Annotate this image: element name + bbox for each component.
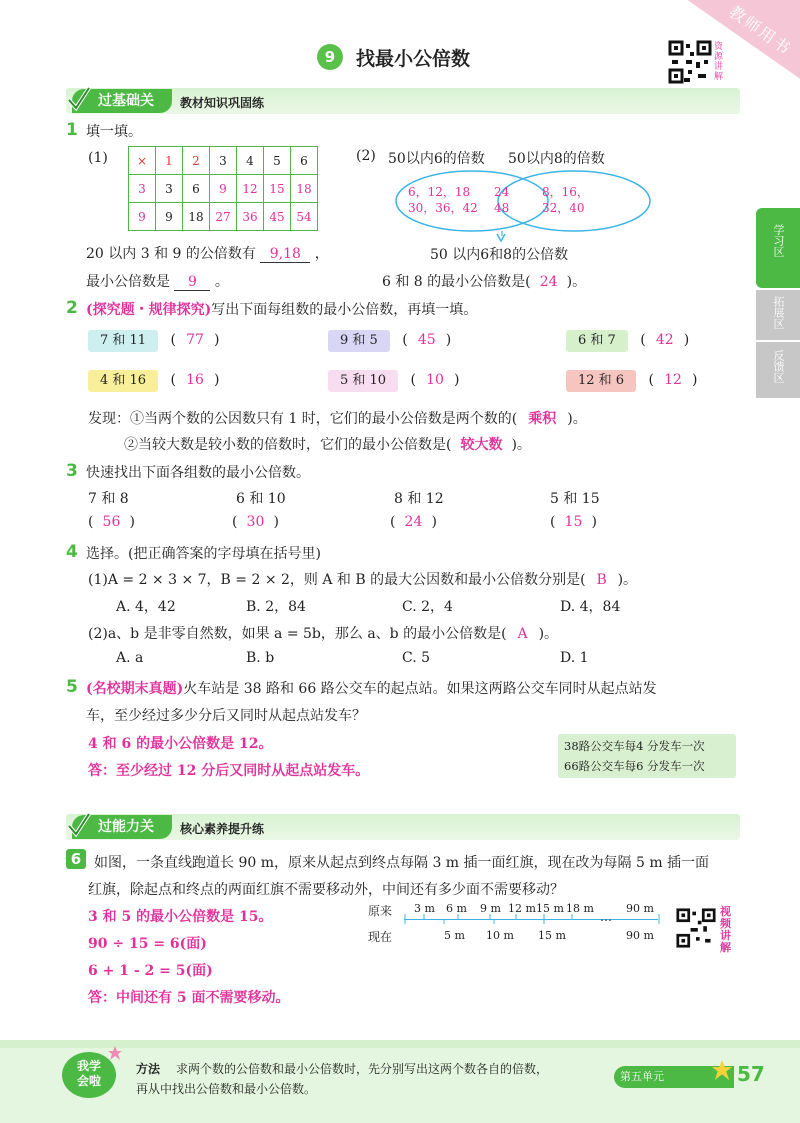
answer-blank[interactable]: 77 (186, 332, 204, 348)
grid-cell: 3 (156, 175, 183, 203)
pair-label: 7 和 11 (88, 330, 158, 352)
grid-cell: 18 (291, 175, 318, 203)
track-mark: 18 m (566, 902, 594, 915)
checkmark-icon (66, 810, 92, 840)
sidebar-tab-study[interactable] (756, 208, 800, 288)
text: )。 (566, 274, 587, 290)
option[interactable]: C. 5 (402, 650, 431, 666)
track-row1-label: 原来 (368, 904, 393, 918)
answer-blank[interactable]: 30 (246, 514, 265, 530)
method-line2: 再从中找出公倍数和最小公倍数。 (136, 1082, 317, 1096)
grid-cell: 45 (264, 203, 291, 231)
arrow-down-icon (496, 232, 506, 242)
q3-item-answer: ( 24 ) (390, 514, 437, 530)
pair-item: 12 和 6 ( 12 ) (566, 370, 697, 392)
text: 20 以内 3 和 9 的公倍数有 (86, 246, 256, 262)
q3-item-answer: ( 15 ) (550, 514, 597, 530)
answer-blank[interactable]: 24 (539, 274, 558, 290)
track-mark: 90 m (626, 902, 654, 915)
answer-blank[interactable]: 12 (664, 372, 682, 388)
grid-cell: 27 (210, 203, 237, 231)
q6-line2: 红旗，除起点和终点的两面红旗不需要移动外，中间还有多少面不需要移动？ (88, 882, 564, 898)
grid-cell: 9 (156, 203, 183, 231)
answer-blank[interactable]: A (517, 626, 528, 642)
venn-right-title: 50以内8的倍数 (508, 151, 605, 167)
q5-answer-1: 4 和 6 的最小公倍数是 12。 (88, 736, 273, 752)
grid-cell: 9 (129, 203, 156, 231)
checkmark-icon (66, 84, 92, 114)
grid-cell: 18 (183, 203, 210, 231)
unit-tag: 第五单元 (614, 1066, 734, 1088)
q6-answer-1: 3 和 5 的最小公倍数是 15。 (88, 909, 273, 925)
venn-left-values (408, 184, 478, 216)
question-tag: (名校期末真题) (86, 681, 184, 697)
pair-item: 7 和 11 ( 77 ) (88, 330, 219, 352)
track-mark: 3 m (414, 902, 435, 915)
text: )。 (538, 626, 559, 642)
q1-line1 (86, 243, 329, 263)
venn-text: 24 (494, 185, 510, 199)
pair-label: 5 和 10 (328, 370, 398, 392)
sidebar-tab-feedback[interactable] (756, 342, 800, 398)
answer-blank[interactable]: 45 (417, 332, 436, 348)
answer-blank[interactable]: 9,18 (260, 246, 310, 263)
pair-item: 4 和 16 ( 16 ) (88, 370, 219, 392)
part-label: (2) (356, 148, 376, 164)
answer-blank[interactable]: 乘积 (528, 411, 557, 427)
grid-cell: 6 (291, 147, 318, 175)
finding-2 (124, 434, 531, 454)
text: )。 (511, 437, 531, 453)
answer-blank[interactable]: 24 (404, 514, 423, 530)
text: 发现：①当两个数的公因数只有 1 时，它们的最小公倍数是两个数的( (88, 411, 518, 427)
qr-code-icon[interactable] (676, 908, 716, 948)
q4-sub1 (88, 569, 637, 589)
track-mark: 9 m (480, 902, 501, 915)
grid-cell: 3 (210, 147, 237, 175)
grid-cell: 6 (183, 175, 210, 203)
question-tag: (探究题・规律探究) (86, 302, 212, 318)
option[interactable]: B. b (246, 650, 275, 666)
question-number: 1 (66, 120, 78, 140)
question-prompt: 快速找出下面各组数的最小公倍数。 (86, 465, 310, 481)
text: ②当较大数是较小数的倍数时，它们的最小公倍数是( (124, 437, 452, 453)
venn-text: 48 (494, 201, 510, 215)
table-row (129, 147, 318, 175)
section-subtitle-basic: 教材知识巩固练 (180, 96, 265, 110)
option[interactable]: C. 2，4 (402, 599, 453, 615)
video-note: 视频讲解 (720, 905, 731, 954)
method-label: 方法 (136, 1062, 161, 1076)
part-label: (1) (88, 150, 108, 166)
track-mark: 6 m (446, 902, 467, 915)
q5-answer-2: 答：至少经过 12 分后又同时从起点站发车。 (88, 763, 370, 779)
grid-cell: 2 (183, 147, 210, 175)
text: 6 和 8 的最小公倍数是( (382, 274, 531, 290)
hint-text: 66路公交车每6 分发车一次 (564, 759, 705, 773)
q6-answer-2: 90 ÷ 15 = 6(面) (88, 936, 207, 952)
grid-cell: 9 (210, 175, 237, 203)
answer-blank[interactable]: 较大数 (460, 437, 503, 453)
grid-cell: × (129, 147, 156, 175)
text: 火车站是 38 路和 66 路公交车的起点站。如果这两路公交车同时从起点站发 (183, 681, 657, 697)
question-prompt: 选择。(把正确答案的字母填在括号里) (86, 546, 321, 562)
grid-cell: 5 (264, 147, 291, 175)
sidebar-tab-label: 学习区 (772, 224, 785, 257)
question-prompt: 填一填。 (86, 124, 142, 140)
sidebar-tab-label: 反馈区 (772, 350, 785, 383)
q3-item-label: 8 和 12 (394, 491, 444, 507)
page-number: 57 (737, 1062, 765, 1086)
grid-cell: 36 (237, 203, 264, 231)
venn-text: 30，36，42 (408, 201, 478, 215)
pair-label: 4 和 16 (88, 370, 158, 392)
table-row (129, 175, 318, 203)
text: (2)a、b 是非零自然数，如果 a = 5b，那么 a、b 的最小公倍数是( (88, 626, 507, 642)
hint-text: 38路公交车每4 分发车一次 (564, 739, 705, 753)
section-tag-ability: 过能力关 (72, 815, 172, 839)
answer-blank[interactable]: 9 (174, 274, 210, 291)
text: (1)A = 2 × 3 × 7，B = 2 × 2，则 A 和 B 的最大公因数和最小公倍数分别是( (88, 572, 586, 588)
answer-blank[interactable]: 16 (186, 372, 204, 388)
method-line1: 求两个数的公倍数和最小公倍数时，先分别写出这两个数各自的倍数， (176, 1062, 549, 1076)
question-number: 3 (66, 461, 78, 481)
option[interactable]: A. 4，42 (116, 599, 176, 615)
text: 。 (214, 274, 229, 290)
option[interactable]: D. 1 (560, 650, 589, 666)
question-number: 6 (66, 849, 86, 869)
multiplication-grid (128, 146, 318, 231)
grid-cell: 54 (291, 203, 318, 231)
question-number: 4 (66, 542, 78, 562)
answer-blank[interactable]: 56 (102, 514, 121, 530)
pair-label: 12 和 6 (566, 370, 636, 392)
grid-cell: 12 (237, 175, 264, 203)
option[interactable]: A. a (116, 650, 144, 666)
answer-blank[interactable]: 15 (564, 514, 583, 530)
venn-text: 32，40 (542, 201, 585, 215)
q3-item-label: 6 和 10 (236, 491, 286, 507)
question-number: 2 (66, 298, 78, 318)
qr-note: 资源讲解 (714, 42, 724, 82)
qr-code-icon[interactable] (668, 40, 712, 84)
grid-cell: 3 (129, 175, 156, 203)
track-ticks (404, 914, 660, 924)
answer-blank[interactable]: 10 (426, 372, 444, 388)
q3-item-answer: ( 30 ) (232, 514, 279, 530)
footer-badge-text: 我学会啦 (76, 1059, 101, 1088)
table-row (129, 203, 318, 231)
text: ， (314, 246, 329, 262)
q1-lcm-line (382, 271, 586, 291)
track-mark: 10 m (486, 929, 514, 942)
answer-blank[interactable]: B (596, 572, 607, 588)
q2-prompt-line (86, 299, 477, 319)
q6-answer-3: 6 + 1 - 2 = 5(面) (88, 963, 213, 979)
section-subtitle-ability: 核心素养提升练 (180, 822, 265, 836)
answer-blank[interactable]: 42 (655, 332, 674, 348)
track-mark: 12 m (508, 902, 536, 915)
lesson-number-badge: 9 (317, 44, 343, 70)
q5-line2: 车，至少经过多少分后又同时从起点站发车？ (86, 708, 366, 724)
venn-left-title: 50以内6的倍数 (388, 151, 485, 167)
track-mark: 90 m (626, 929, 654, 942)
track-row2-label: 现在 (368, 930, 393, 944)
question-prompt: 写出下面每组数的最小公倍数，再填一填。 (211, 302, 478, 318)
star-icon (108, 1046, 122, 1060)
venn-caption: 50 以内6和8的公倍数 (430, 247, 569, 263)
q3-item-answer: ( 56 ) (88, 514, 135, 530)
option[interactable]: D. 4，84 (560, 599, 621, 615)
grid-cell: 1 (156, 147, 183, 175)
q5-line1 (86, 678, 657, 698)
watermark-text: 教师用书 (725, 1, 796, 59)
page-title: 找最小公倍数 (356, 48, 471, 70)
finding-1 (88, 408, 587, 428)
sidebar-tab-expand[interactable] (756, 290, 800, 340)
venn-text: 8，16， (542, 185, 589, 199)
pair-item: 6 和 7 ( 42 ) (566, 330, 689, 352)
q3-item-label: 7 和 8 (88, 491, 129, 507)
sidebar-tab-label: 拓展区 (772, 296, 785, 329)
q6-answer-4: 答：中间还有 5 面不需要移动。 (88, 990, 290, 1006)
track-mark: 15 m (536, 902, 564, 915)
pair-label: 9 和 5 (328, 330, 390, 352)
venn-right-values (542, 184, 589, 216)
q1-line2 (86, 271, 229, 291)
section-tag-basic: 过基础关 (72, 89, 172, 113)
q5-hint-box (558, 734, 736, 778)
pair-item: 9 和 5 ( 45 ) (328, 330, 451, 352)
q4-sub2 (88, 623, 558, 643)
star-icon (712, 1060, 732, 1080)
text: )。 (617, 572, 638, 588)
q6-line1: 如图，一条直线跑道长 90 m，原来从起点到终点每隔 3 m 插一面红旗，现在改为每隔 5 m 插一面 (94, 855, 710, 871)
option[interactable]: B. 2，84 (246, 599, 306, 615)
pair-label: 6 和 7 (566, 330, 628, 352)
venn-middle-values (494, 184, 509, 216)
track-mark: 15 m (538, 929, 566, 942)
grid-cell: 15 (264, 175, 291, 203)
question-number: 5 (66, 677, 78, 697)
venn-text: 6，12，18 (408, 185, 471, 199)
text: )。 (567, 411, 587, 427)
track-mark: 5 m (444, 929, 465, 942)
track-ellipsis: … (600, 910, 612, 924)
grid-cell: 4 (237, 147, 264, 175)
text: 最小公倍数是 (86, 274, 170, 290)
q3-item-label: 5 和 15 (550, 491, 600, 507)
pair-item: 5 和 10 ( 10 ) (328, 370, 459, 392)
